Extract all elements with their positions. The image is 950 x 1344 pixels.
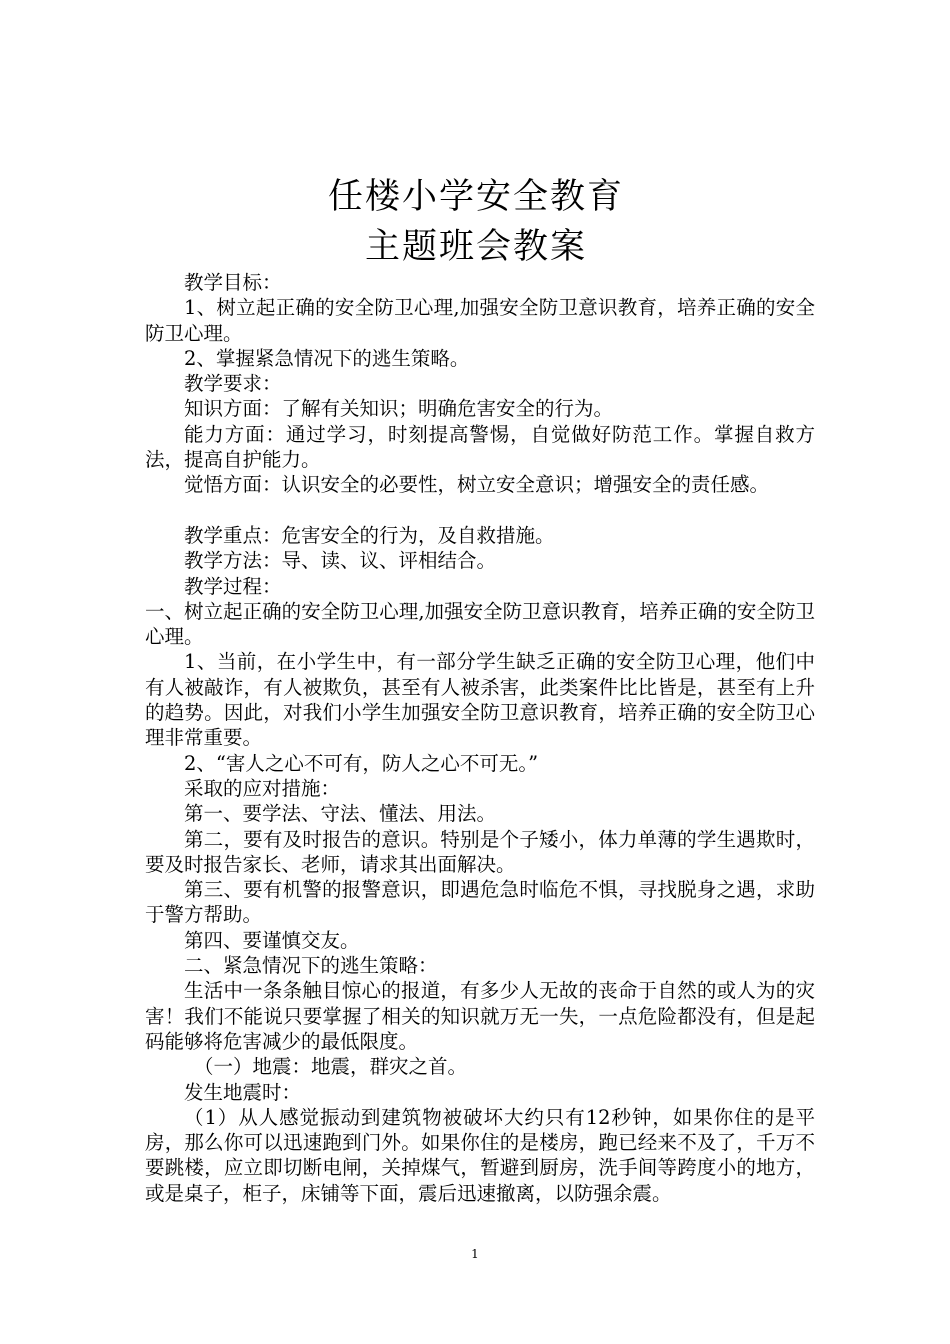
heading-teaching-process: 教学过程： xyxy=(184,574,282,598)
title-line-1: 任楼小学安全教育 xyxy=(327,177,624,217)
earthquake-step-1: （1）从人感觉振动到建筑物被破坏大约只有12秒钟，如果你住的是平房，那么你可以迅速跑到门外。如果你住的是楼房，跑已经来不及了，千万不要跳楼，应立即切断电闸，关掉煤气，暂避到厨房，洗手间等跨度小的地方，或是桌子，柜子，床铺等下面，震后迅速撤离，以防强余震。 xyxy=(145,1105,815,1205)
measure-fourth: 第四、要谨慎交友。 xyxy=(184,928,360,952)
requirement-awareness: 觉悟方面：认识安全的必要性，树立安全意识；增强安全的责任感。 xyxy=(184,473,770,497)
goal-item-1: 1、树立起正确的安全防卫心理,加强安全防卫意识教育，培养正确的安全防卫心理。 xyxy=(145,296,815,345)
document-title xyxy=(145,172,807,272)
heading-teaching-requirements: 教学要求： xyxy=(184,372,282,396)
requirement-ability: 能力方面：通过学习，时刻提高警惕，自觉做好防范工作。掌握自救方法，提高自护能力。 xyxy=(145,422,815,472)
title-line-2: 主题班会教案 xyxy=(364,227,587,267)
measure-third: 第三、要有机警的报警意识，即遇危急时临危不惧，寻找脱身之遇，求助于警方帮助。 xyxy=(145,878,815,927)
section-two-heading: 二、紧急情况下的逃生策略： xyxy=(184,954,438,978)
teaching-method: 教学方法：导、读、议、评相结合。 xyxy=(184,549,497,573)
blank-line xyxy=(145,498,815,523)
earthquake-heading: （一）地震：地震，群灾之首。 xyxy=(194,1055,468,1079)
page-number: 1 xyxy=(471,1247,479,1261)
requirement-knowledge: 知识方面：了解有关知识；明确危害安全的行为。 xyxy=(184,397,614,421)
earthquake-when: 发生地震时： xyxy=(184,1080,302,1104)
section-one-item-1: 1、当前，在小学生中，有一部分学生缺乏正确的安全防卫心理，他们中有人被敲诈，有人被欺负，甚至有人被杀害，此类案件比比皆是，甚至有上升的趋势。因此，对我们小学生加强安全防卫意识教育，培养正确的安全防卫心理非常重要。 xyxy=(145,650,815,750)
section-one-item-2: 2、“害人之心不可有，防人之心不可无。” xyxy=(184,751,539,775)
document-body xyxy=(145,270,815,1206)
measures-heading: 采取的应对措施： xyxy=(184,776,341,800)
section-two-intro: 生活中一条条触目惊心的报道，有多少人无故的丧命于自然的或人为的灾害！我们不能说只要掌握了相关的知识就万无一失，一点危险都没有，但是起码能够将危害减少的最低限度。 xyxy=(145,979,815,1053)
teaching-focus: 教学重点：危害安全的行为，及自救措施。 xyxy=(184,523,555,547)
measure-second: 第二，要有及时报告的意识。特别是个子矮小，体力单薄的学生遇欺时，要及时报告家长、老师，请求其出面解决。 xyxy=(145,827,815,876)
measure-first: 第一、要学法、守法、懂法、用法。 xyxy=(184,802,497,826)
heading-teaching-goals: 教学目标： xyxy=(184,271,282,294)
section-one-heading: 一、树立起正确的安全防卫心理,加强安全防卫意识教育，培养正确的安全防卫心理。 xyxy=(145,599,815,649)
goal-item-2: 2、掌握紧急情况下的逃生策略。 xyxy=(184,346,470,370)
